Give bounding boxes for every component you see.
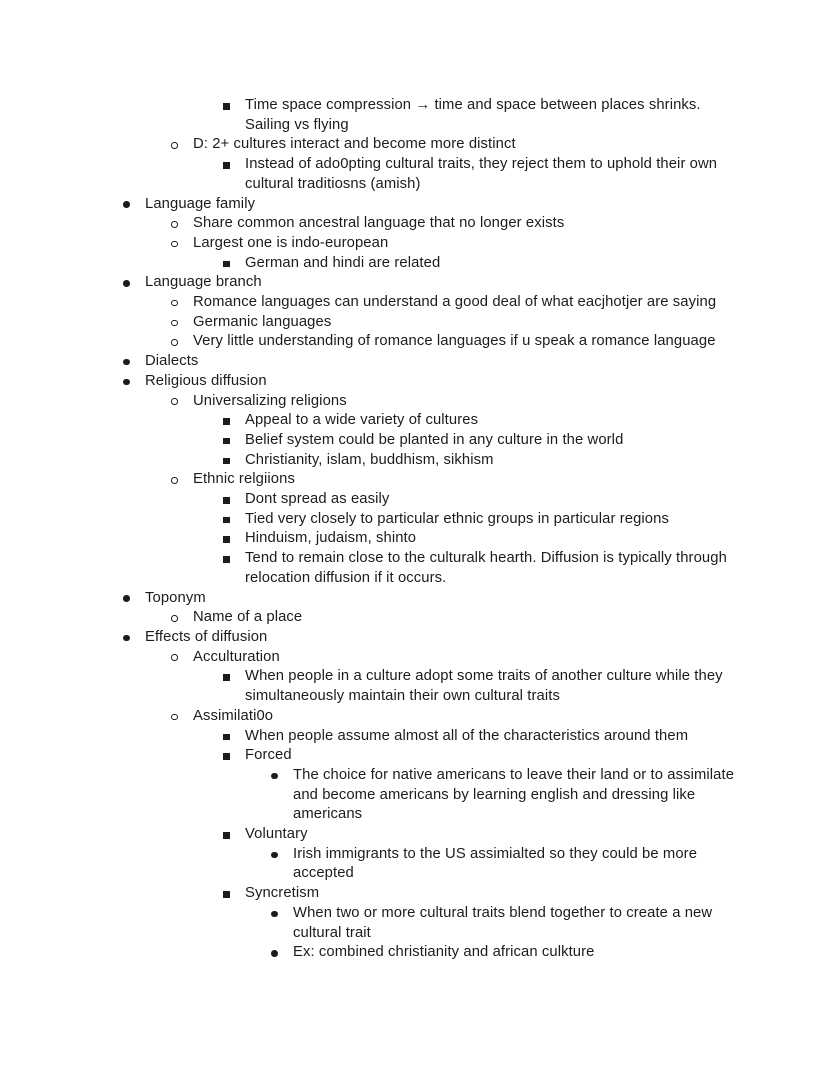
list-item [145, 195, 828, 215]
list-item [193, 214, 828, 234]
list-item [145, 628, 828, 648]
list-item [245, 746, 828, 766]
bullet-circle-icon [171, 320, 178, 327]
list-item [193, 648, 828, 668]
bullet-square-icon [223, 674, 230, 681]
list-item [145, 352, 828, 372]
bullet-square-icon [223, 734, 230, 741]
list-item-line: When people assume almost all of the characteristics around them [245, 727, 689, 744]
bullet-disc-icon [123, 635, 130, 642]
list-item [245, 825, 828, 845]
bullet-circle-icon [171, 241, 178, 248]
list-item-line: Name of a place [193, 609, 303, 626]
bullet-circle-icon [171, 339, 178, 346]
list-item [245, 510, 828, 530]
bullet-disc-icon [123, 280, 130, 287]
list-item [245, 529, 828, 549]
list-item-line: Sailing vs flying [245, 116, 349, 133]
list-item-line: Share common ancestral language that no longer exists [193, 215, 565, 232]
bullet-square-icon [223, 418, 230, 425]
bullet-square-icon [223, 832, 230, 839]
list-item-line: Germanic languages [193, 313, 332, 330]
list-item [145, 372, 828, 392]
list-item-line: cultural trait [293, 924, 371, 941]
bullet-square-icon [223, 458, 230, 465]
list-item-line: When people in a culture adopt some traits of another culture while they [245, 668, 723, 685]
bullet-disc-icon [123, 595, 130, 602]
list-item [245, 96, 828, 135]
list-item-line: cultural traditiosns (amish) [245, 175, 421, 192]
list-item-line: Tend to remain close to the culturalk hearth. Diffusion is typically through [245, 550, 727, 567]
list-item-line: Dialects [145, 353, 199, 370]
bullet-circle-icon [171, 398, 178, 405]
list-item-line: and become americans by learning english and dressing like [293, 786, 696, 803]
list-item-line: accepted [293, 865, 354, 882]
list-item-line: Assimilati0o [193, 707, 274, 724]
list-item [293, 943, 828, 963]
list-item [245, 549, 828, 588]
list-item-line: German and hindi are related [245, 254, 441, 271]
list-item-line: Universalizing religions [193, 392, 347, 409]
list-item [245, 490, 828, 510]
list-item-line: Religious diffusion [145, 372, 267, 389]
list-item [245, 884, 828, 904]
list-item [245, 155, 828, 194]
list-item [193, 135, 828, 155]
list-item [193, 234, 828, 254]
list-item [245, 727, 828, 747]
list-item-line: Romance languages can understand a good deal of what eacjhotjer are saying [193, 294, 717, 311]
bullet-disc-icon [271, 852, 278, 859]
bullet-square-icon [223, 497, 230, 504]
list-item-line: D: 2+ cultures interact and become more distinct [193, 136, 516, 153]
bullet-circle-icon [171, 477, 178, 484]
bullet-circle-icon [171, 300, 178, 307]
bullet-square-icon [223, 517, 230, 524]
bullet-circle-icon [171, 654, 178, 661]
list-item [145, 273, 828, 293]
bullet-square-icon [223, 891, 230, 898]
list-item [193, 707, 828, 727]
list-item-line: Dont spread as easily [245, 491, 390, 508]
bullet-disc-icon [123, 201, 130, 208]
list-item-line: Forced [245, 747, 292, 764]
bullet-circle-icon [171, 142, 178, 149]
list-item-line: relocation diffusion if it occurs. [245, 569, 447, 586]
list-item-line: simultaneously maintain their own cultural traits [245, 688, 560, 705]
bullet-square-icon [223, 753, 230, 760]
list-item-line: Syncretism [245, 885, 320, 902]
list-item [245, 411, 828, 431]
list-item-line: Largest one is indo-european [193, 234, 389, 251]
list-item [145, 589, 828, 609]
list-item [293, 766, 828, 825]
bullet-square-icon [223, 162, 230, 169]
list-item [193, 470, 828, 490]
bullet-square-icon [223, 556, 230, 563]
bullet-square-icon [223, 536, 230, 543]
list-item-line: Appeal to a wide variety of cultures [245, 412, 479, 429]
list-item-line: Language branch [145, 274, 262, 291]
list-item-line: Tied very closely to particular ethnic groups in particular regions [245, 510, 669, 527]
list-item-line: Hinduism, judaism, shinto [245, 530, 417, 547]
bullet-square-icon [223, 261, 230, 268]
bullet-circle-icon [171, 221, 178, 228]
list-item-line: Acculturation [193, 648, 280, 665]
list-item-line: Voluntary [245, 826, 308, 843]
list-item-line: Irish immigrants to the US assimialted so they could be more [293, 845, 698, 862]
list-item-line: Instead of ado0pting cultural traits, they reject them to uphold their own [245, 156, 718, 173]
bullet-circle-icon [171, 714, 178, 721]
bullet-disc-icon [271, 911, 278, 918]
list-item [193, 332, 828, 352]
list-item-line: americans [293, 806, 363, 823]
list-item-line: Effects of diffusion [145, 628, 268, 645]
list-item [245, 431, 828, 451]
list-item [293, 845, 828, 884]
bullet-square-icon [223, 103, 230, 110]
bullet-disc-icon [123, 379, 130, 386]
list-item-line: Ex: combined christianity and african culkture [293, 944, 595, 961]
bullet-disc-icon [123, 359, 130, 366]
list-item [245, 254, 828, 274]
list-item-line: Time space compression → time and space between places shrinks. [245, 97, 701, 113]
list-item [245, 451, 828, 471]
bullet-circle-icon [171, 615, 178, 622]
list-item [193, 313, 828, 333]
bullet-square-icon [223, 438, 230, 445]
list-item-line: Toponym [145, 589, 206, 606]
list-item-line: When two or more cultural traits blend together to create a new [293, 904, 713, 921]
list-item [193, 392, 828, 412]
bullet-disc-icon [271, 773, 278, 780]
bullet-disc-icon [271, 950, 278, 957]
list-item-line: Belief system could be planted in any culture in the world [245, 431, 624, 448]
list-item [193, 293, 828, 313]
notes-list [0, 96, 828, 963]
list-item-line: Language family [145, 195, 256, 212]
list-item-line: Christianity, islam, buddhism, sikhism [245, 451, 494, 468]
list-item [293, 904, 828, 943]
list-item-line: Very little understanding of romance languages if u speak a romance language [193, 333, 716, 350]
list-item-line: Ethnic relgiions [193, 471, 295, 488]
list-item [245, 667, 828, 706]
list-item-line: The choice for native americans to leave their land or to assimilate [293, 766, 735, 783]
list-item [193, 608, 828, 628]
